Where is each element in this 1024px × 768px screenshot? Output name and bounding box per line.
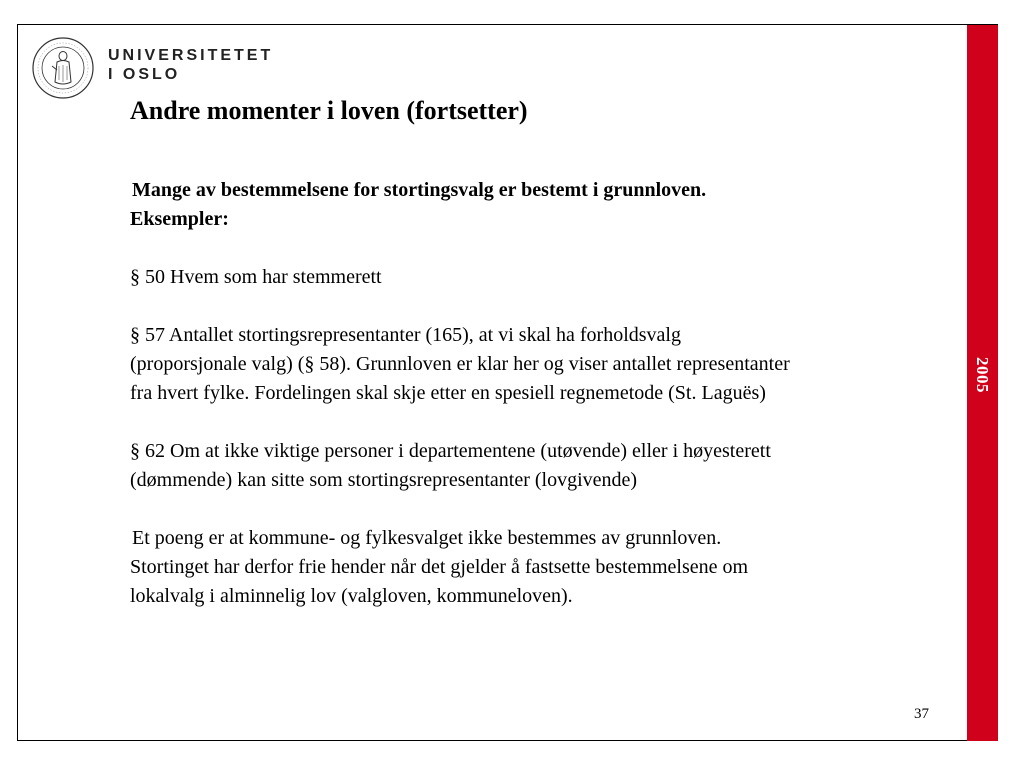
logo-line-2: I OSLO — [108, 66, 181, 83]
p57-line-1: § 57 Antallet stortingsrepresentanter (165), at vi skal ha forholdsvalg — [130, 324, 681, 346]
slide-body — [130, 176, 970, 640]
slide-title: Andre momenter i loven (fortsetter) — [130, 96, 528, 125]
year-label: 2005 — [973, 357, 992, 393]
intro-line-2: Eksempler: — [130, 208, 229, 230]
closing-line-2: Stortinget har derfor frie hender når det gjelder å fastsette bestemmelsene om — [130, 556, 749, 578]
paragraph-50 — [130, 263, 970, 292]
intro-line-1: Mange av bestemmelsene for stortingsvalg er bestemt i grunnloven. — [132, 179, 707, 201]
paragraph-62 — [130, 437, 970, 495]
closing-line-1: Et poeng er at kommune- og fylkesvalget ikke bestemmes av grunnloven. — [132, 527, 722, 549]
closing-paragraph — [130, 524, 970, 611]
p62-line-1: § 62 Om at ikke viktige personer i departementene (utøvende) eller i høyesterett — [130, 440, 771, 462]
page-number: 37 — [914, 706, 929, 722]
paragraph-57 — [130, 321, 970, 408]
university-logo-text — [108, 46, 273, 84]
p57-line-3: fra hvert fylke. Fordelingen skal skje etter en spesiell regnemetode (St. Laguës) — [130, 382, 766, 404]
year-label-container — [969, 345, 995, 405]
logo-line-1: UNIVERSITETET — [108, 47, 274, 64]
p50-line-1: § 50 Hvem som har stemmerett — [130, 266, 382, 288]
p57-line-2: (proporsjonale valg) (§ 58). Grunnloven er klar her og viser antallet representanter — [130, 353, 790, 375]
closing-line-3: lokalvalg i alminnelig lov (valgloven, kommuneloven). — [130, 585, 573, 607]
university-seal-icon — [28, 36, 98, 100]
intro-paragraph — [130, 176, 970, 234]
p62-line-2: (dømmende) kan sitte som stortingsrepresentanter (lovgivende) — [130, 469, 638, 491]
